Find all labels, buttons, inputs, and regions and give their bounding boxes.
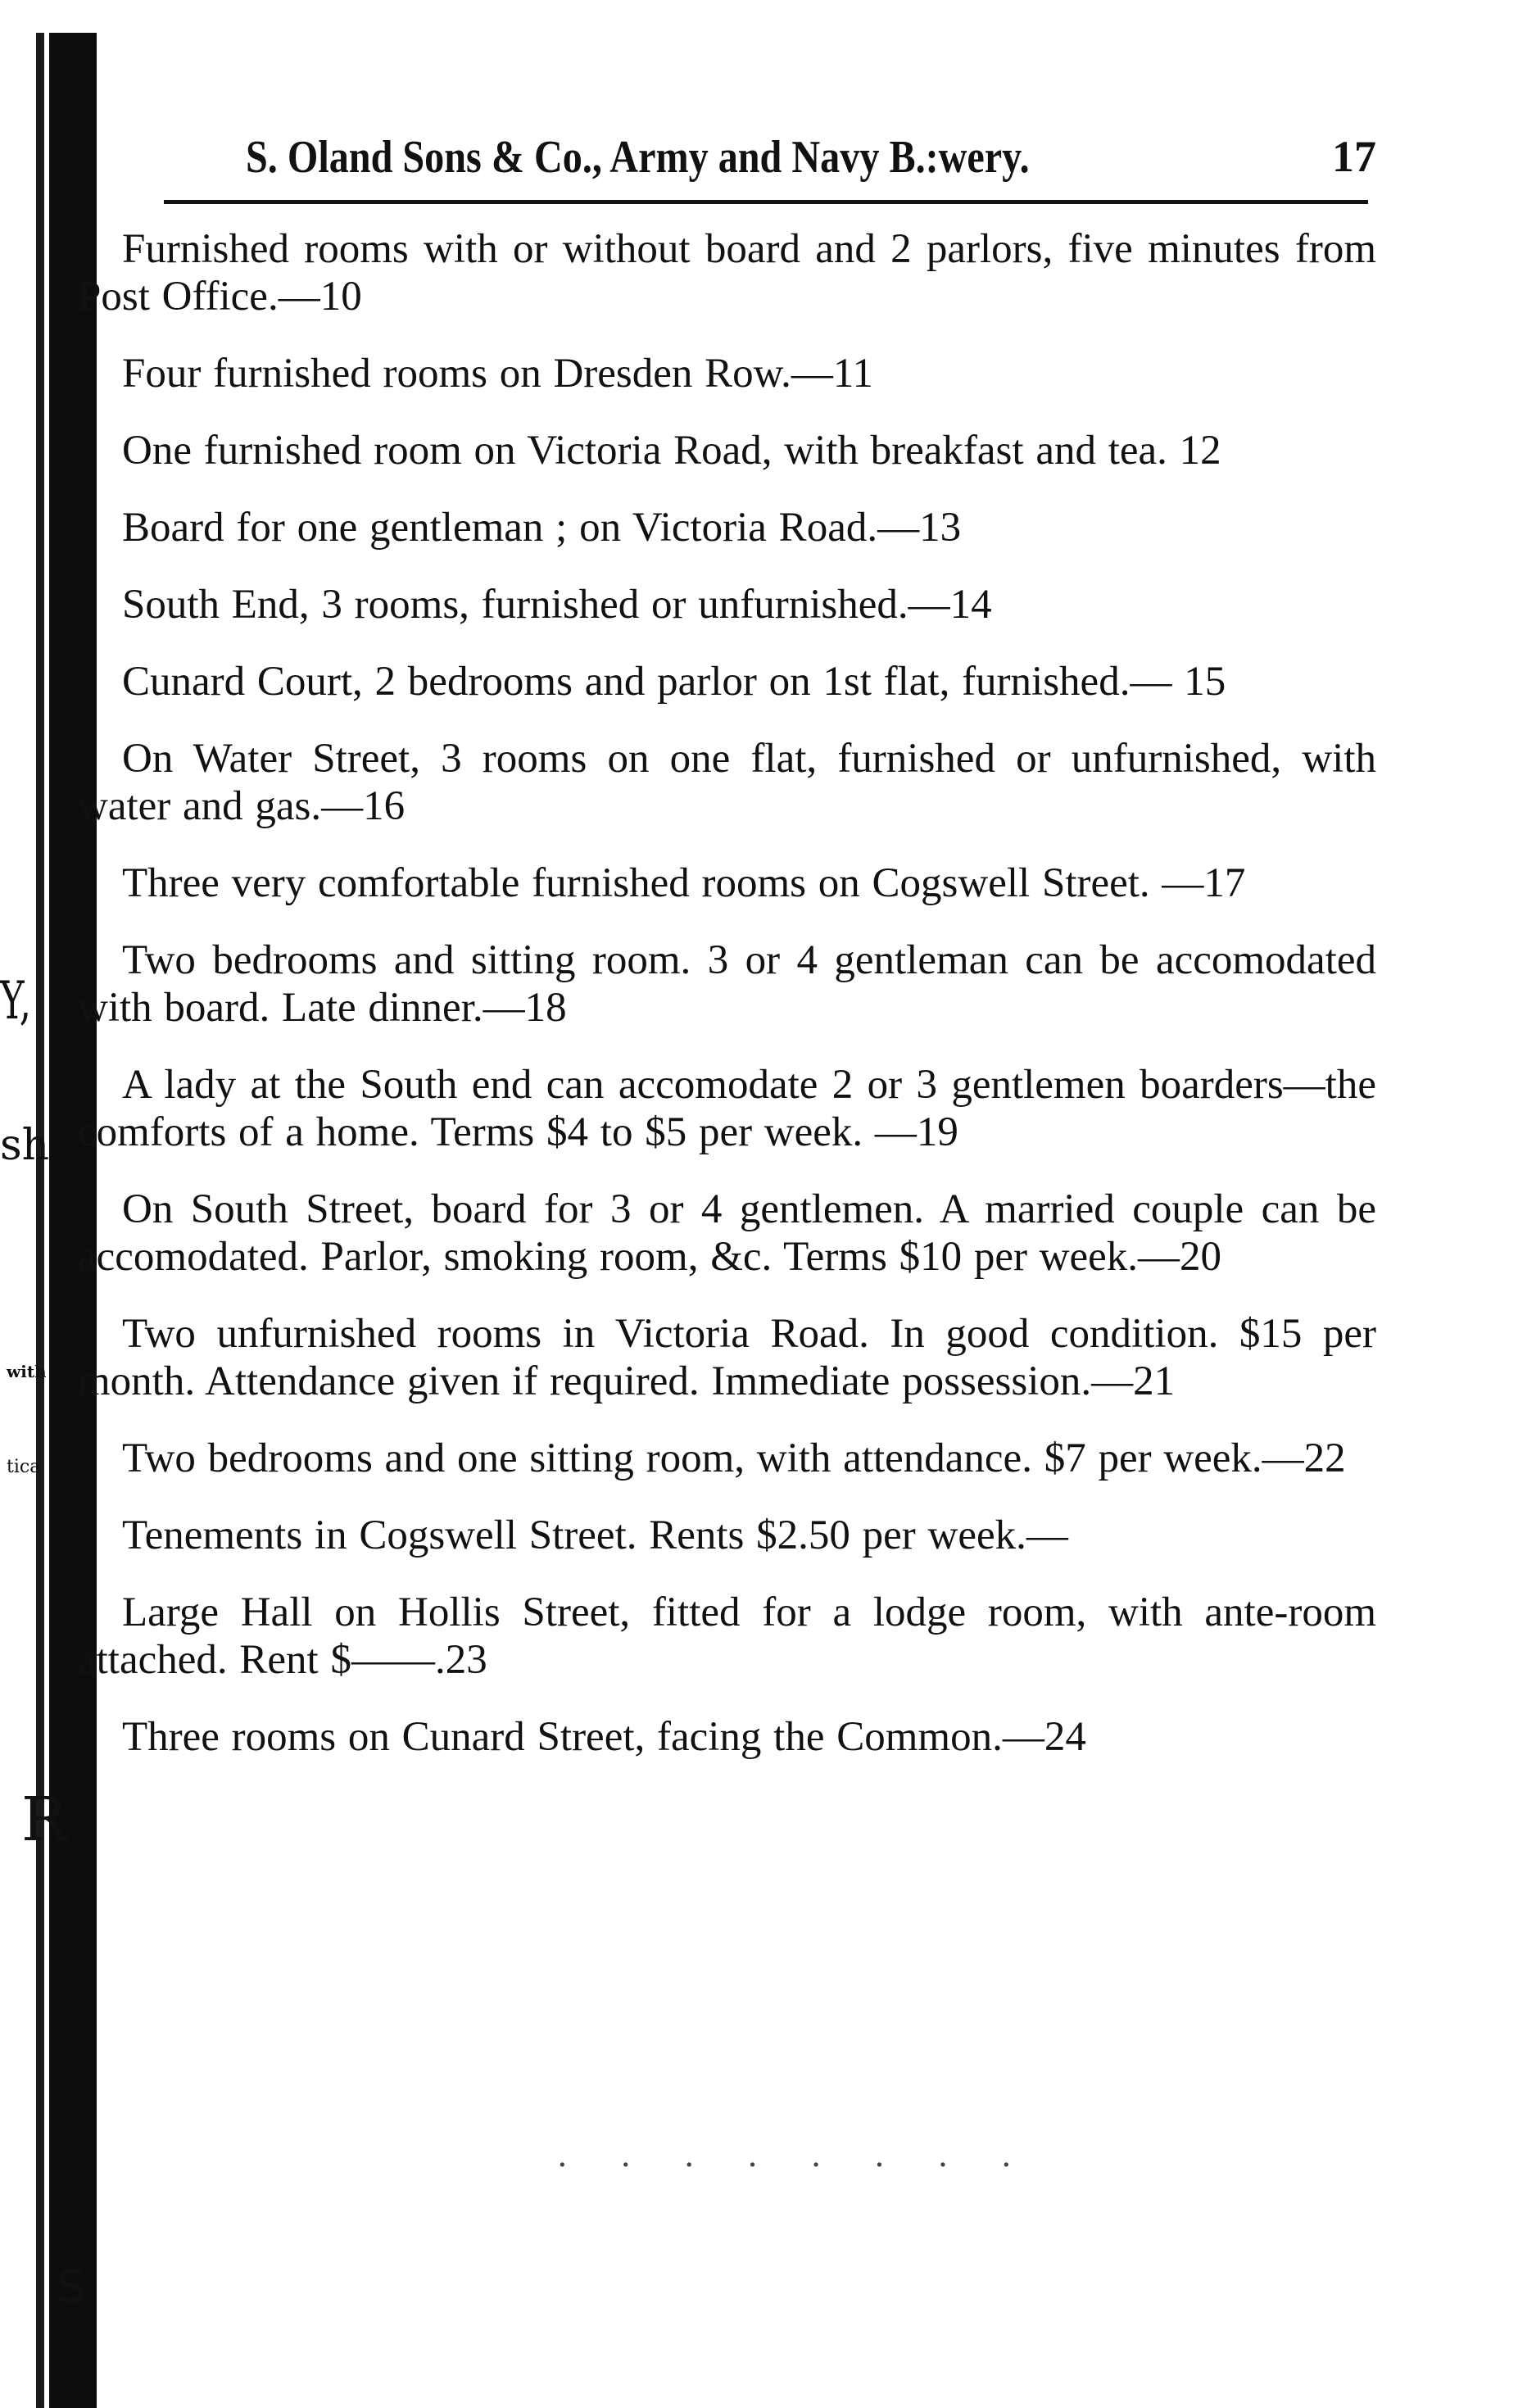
listing-entry: Cunard Court, 2 bedrooms and parlor on 1st flat, furnished.— 15 [122,659,1226,705]
running-header [246,123,1376,197]
margin-fragment: with [7,1362,47,1381]
decorative-dots: · · · · · · · · [557,2147,1033,2184]
listing-entries [78,225,1376,1761]
listing-entry: A lady at the South end can accomodate 2 or 3 gentlemen boarders—the comforts of a home. Terms $4 to $5 per week. —19 [78,1062,1376,1155]
page-number: 17 [1332,132,1376,181]
header-title: S. Oland Sons & Co., Army and Navy B.:wery. [246,132,1030,183]
listing-entry: Three rooms on Cunard Street, facing the Common.—24 [122,1714,1086,1760]
listing-entry: South End, 3 rooms, furnished or unfurnished.—14 [122,582,992,628]
margin-fragment: tica [7,1457,41,1477]
listing-entry: Two unfurnished rooms in Victoria Road. In good condition. $15 per month. Attendance given if required. Immediate possession.—21 [78,1311,1376,1404]
listing-entry: Board for one gentleman ; on Victoria Road.—13 [122,505,962,551]
listing-entry: Furnished rooms with or without board and 2 parlors, five minutes from Post Office.—10 [78,226,1376,320]
listing-entry: On Water Street, 3 rooms on one flat, furnished or unfurnished, with water and gas.—16 [78,736,1376,829]
header-rule [164,200,1368,204]
margin-fragment: Y, [0,971,32,1032]
margin-fragment: S [57,2261,86,2313]
listing-entry: Three very comfortable furnished rooms on Cogswell Street. —17 [122,860,1246,906]
listing-entry: One furnished room on Victoria Road, with breakfast and tea. 12 [122,428,1221,474]
listing-entry: Large Hall on Hollis Street, fitted for a lodge room, with ante-room attached. Rent $——.23 [78,1589,1376,1683]
listing-entry: Tenements in Cogswell Street. Rents $2.50 per week.— [122,1512,1068,1558]
listing-entry: Two bedrooms and one sitting room, with attendance. $7 per week.—22 [122,1435,1346,1481]
binding-edge-thin [36,33,44,2408]
listing-entry: Two bedrooms and sitting room. 3 or 4 gentleman can be accomodated with board. Late dinner.—18 [78,937,1376,1031]
margin-fragment: sh [0,1121,50,1170]
listing-entry: On South Street, board for 3 or 4 gentlemen. A married couple can be accomodated. Parlor, smoking room, &c. Terms $10 per week.—20 [78,1186,1376,1280]
listing-entry: Four furnished rooms on Dresden Row.—11 [122,351,874,397]
margin-fragment: R [21,1784,67,1855]
